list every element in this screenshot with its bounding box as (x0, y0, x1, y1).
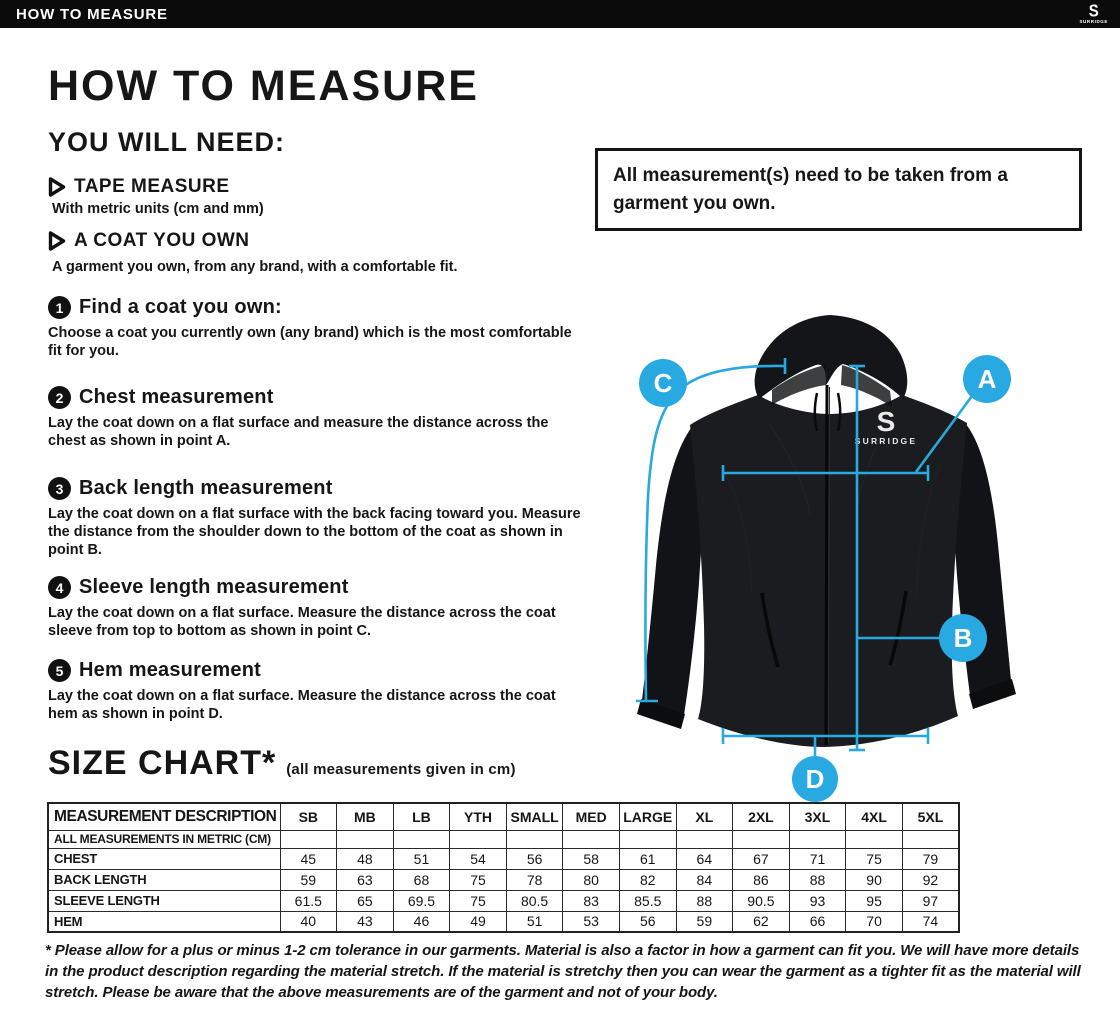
column-header-size: MED (563, 803, 620, 830)
size-chart-table-container (47, 802, 960, 933)
value-cell: 40 (280, 911, 337, 932)
value-cell: 78 (506, 869, 563, 890)
value-cell: 82 (619, 869, 676, 890)
column-header-size: 4XL (846, 803, 903, 830)
step-title: Sleeve length measurement (79, 576, 349, 598)
requirement-title: TAPE MEASURE (74, 176, 230, 197)
size-chart-row (48, 890, 959, 911)
step-title: Chest measurement (79, 386, 274, 408)
garment-chest-logo-s: S (876, 406, 896, 437)
value-cell: 84 (676, 869, 733, 890)
marker-b-label: B (953, 623, 973, 653)
garment-chest-logo-wordmark: SURRIDGE (854, 436, 918, 446)
value-cell: 75 (450, 869, 507, 890)
column-header-size: 3XL (789, 803, 846, 830)
step-description: Lay the coat down on a flat surface with the back facing toward you. Measure the distance from the shoulder down to the bottom of the coat as shown in point B. (48, 506, 581, 558)
step-number-badge: 1 (48, 296, 71, 319)
metric-note-cell: ALL MEASUREMENTS IN METRIC (CM) (48, 830, 280, 848)
column-header-description: MEASUREMENT DESCRIPTION (48, 803, 280, 830)
size-chart-table (47, 802, 960, 933)
requirement-description: With metric units (cm and mm) (52, 201, 264, 217)
tolerance-footnote: * Please allow for a plus or minus 1-2 cm tolerance in our garments. Material is also a factor in how a garment can fit you. We will have more details in the product description regarding the material stretch. If the material is stretchy then you can wear the garment as a tighter fit as the material will stretch. Please be aware that the above measurements are of the garment and not of your body. (45, 942, 1081, 1001)
value-cell: 67 (733, 848, 790, 869)
column-header-size: LARGE (619, 803, 676, 830)
step-5 (48, 659, 593, 724)
requirement-description: A garment you own, from any brand, with a comfortable fit. (52, 259, 458, 275)
size-chart-header-row (48, 803, 959, 830)
step-number-badge: 3 (48, 477, 71, 500)
column-header-size: 2XL (733, 803, 790, 830)
surridge-s-icon: S (1088, 1, 1099, 22)
page-title: HOW TO MEASURE (48, 62, 479, 110)
empty-cell (619, 830, 676, 848)
value-cell: 79 (902, 848, 959, 869)
value-cell: 80.5 (506, 890, 563, 911)
value-cell: 56 (619, 911, 676, 932)
size-chart-row (48, 869, 959, 890)
step-number-badge: 2 (48, 386, 71, 409)
value-cell: 63 (337, 869, 394, 890)
value-cell: 61.5 (280, 890, 337, 911)
size-chart-row (48, 848, 959, 869)
surridge-logo (1079, 1, 1108, 25)
empty-cell (846, 830, 903, 848)
value-cell: 58 (563, 848, 620, 869)
top-bar-title: HOW TO MEASURE (16, 5, 168, 23)
value-cell: 51 (506, 911, 563, 932)
hood-drawcord (815, 393, 817, 431)
value-cell: 97 (902, 890, 959, 911)
row-label-cell: BACK LENGTH (48, 869, 280, 890)
empty-cell (563, 830, 620, 848)
value-cell: 90.5 (733, 890, 790, 911)
value-cell: 51 (393, 848, 450, 869)
size-chart-row (48, 911, 959, 932)
triangle-bullet-icon (48, 231, 66, 251)
jacket-measurement-diagram (620, 295, 1060, 810)
value-cell: 95 (846, 890, 903, 911)
size-chart-units-note: (all measurements given in cm) (286, 761, 516, 778)
value-cell: 68 (393, 869, 450, 890)
column-header-size: SB (280, 803, 337, 830)
value-cell: 56 (506, 848, 563, 869)
requirement-tape-measure (48, 176, 593, 217)
value-cell: 92 (902, 869, 959, 890)
column-header-size: YTH (450, 803, 507, 830)
value-cell: 45 (280, 848, 337, 869)
surridge-wordmark: SURRIDGE (1079, 18, 1108, 24)
empty-cell (393, 830, 450, 848)
step-description: Lay the coat down on a flat surface. Measure the distance across the coat sleeve from top to bottom as shown in point C. (48, 605, 556, 639)
column-header-size: MB (337, 803, 394, 830)
empty-cell (280, 830, 337, 848)
empty-cell (337, 830, 394, 848)
column-header-size: 5XL (902, 803, 959, 830)
row-label-cell: SLEEVE LENGTH (48, 890, 280, 911)
requirement-title: A COAT YOU OWN (74, 230, 250, 251)
value-cell: 64 (676, 848, 733, 869)
empty-cell (733, 830, 790, 848)
value-cell: 86 (733, 869, 790, 890)
value-cell: 75 (846, 848, 903, 869)
row-label-cell: CHEST (48, 848, 280, 869)
value-cell: 49 (450, 911, 507, 932)
value-cell: 65 (337, 890, 394, 911)
metric-note-row (48, 830, 959, 848)
empty-cell (902, 830, 959, 848)
step-description: Lay the coat down on a flat surface. Measure the distance across the coat hem as shown in point D. (48, 688, 556, 722)
value-cell: 54 (450, 848, 507, 869)
step-1 (48, 296, 593, 361)
requirement-coat (48, 230, 593, 275)
value-cell: 43 (337, 911, 394, 932)
empty-cell (789, 830, 846, 848)
you-will-need-heading: YOU WILL NEED: (48, 127, 286, 157)
step-number-badge: 5 (48, 659, 71, 682)
value-cell: 66 (789, 911, 846, 932)
step-title: Find a coat you own: (79, 296, 282, 318)
column-header-size: XL (676, 803, 733, 830)
value-cell: 70 (846, 911, 903, 932)
value-cell: 90 (846, 869, 903, 890)
value-cell: 83 (563, 890, 620, 911)
hood-drawcord (838, 393, 840, 431)
column-header-size: SMALL (506, 803, 563, 830)
triangle-bullet-icon (48, 177, 66, 197)
value-cell: 71 (789, 848, 846, 869)
step-number-badge: 4 (48, 576, 71, 599)
value-cell: 85.5 (619, 890, 676, 911)
step-description: Lay the coat down on a flat surface and measure the distance across the chest as shown in point A. (48, 415, 549, 449)
value-cell: 69.5 (393, 890, 450, 911)
value-cell: 59 (676, 911, 733, 932)
value-cell: 75 (450, 890, 507, 911)
marker-a-label: A (977, 364, 997, 394)
value-cell: 53 (563, 911, 620, 932)
step-2 (48, 386, 593, 451)
value-cell: 48 (337, 848, 394, 869)
step-title: Hem measurement (79, 659, 261, 681)
value-cell: 88 (676, 890, 733, 911)
value-cell: 88 (789, 869, 846, 890)
value-cell: 46 (393, 911, 450, 932)
marker-d-label: D (805, 764, 825, 794)
column-header-size: LB (393, 803, 450, 830)
value-cell: 61 (619, 848, 676, 869)
step-4 (48, 576, 593, 641)
marker-c-label: C (653, 368, 673, 398)
step-3 (48, 477, 593, 560)
empty-cell (450, 830, 507, 848)
value-cell: 59 (280, 869, 337, 890)
note-box: All measurement(s) need to be taken from a garment you own. (595, 148, 1082, 231)
value-cell: 80 (563, 869, 620, 890)
step-description: Choose a coat you currently own (any brand) which is the most comfortable fit for you. (48, 325, 572, 359)
size-chart-title: SIZE CHART* (48, 744, 277, 782)
step-title: Back length measurement (79, 477, 333, 499)
empty-cell (676, 830, 733, 848)
value-cell: 93 (789, 890, 846, 911)
row-label-cell: HEM (48, 911, 280, 932)
top-bar (0, 0, 1120, 28)
empty-cell (506, 830, 563, 848)
jacket-zipper (826, 385, 827, 745)
value-cell: 62 (733, 911, 790, 932)
value-cell: 74 (902, 911, 959, 932)
size-chart-heading (48, 744, 516, 783)
